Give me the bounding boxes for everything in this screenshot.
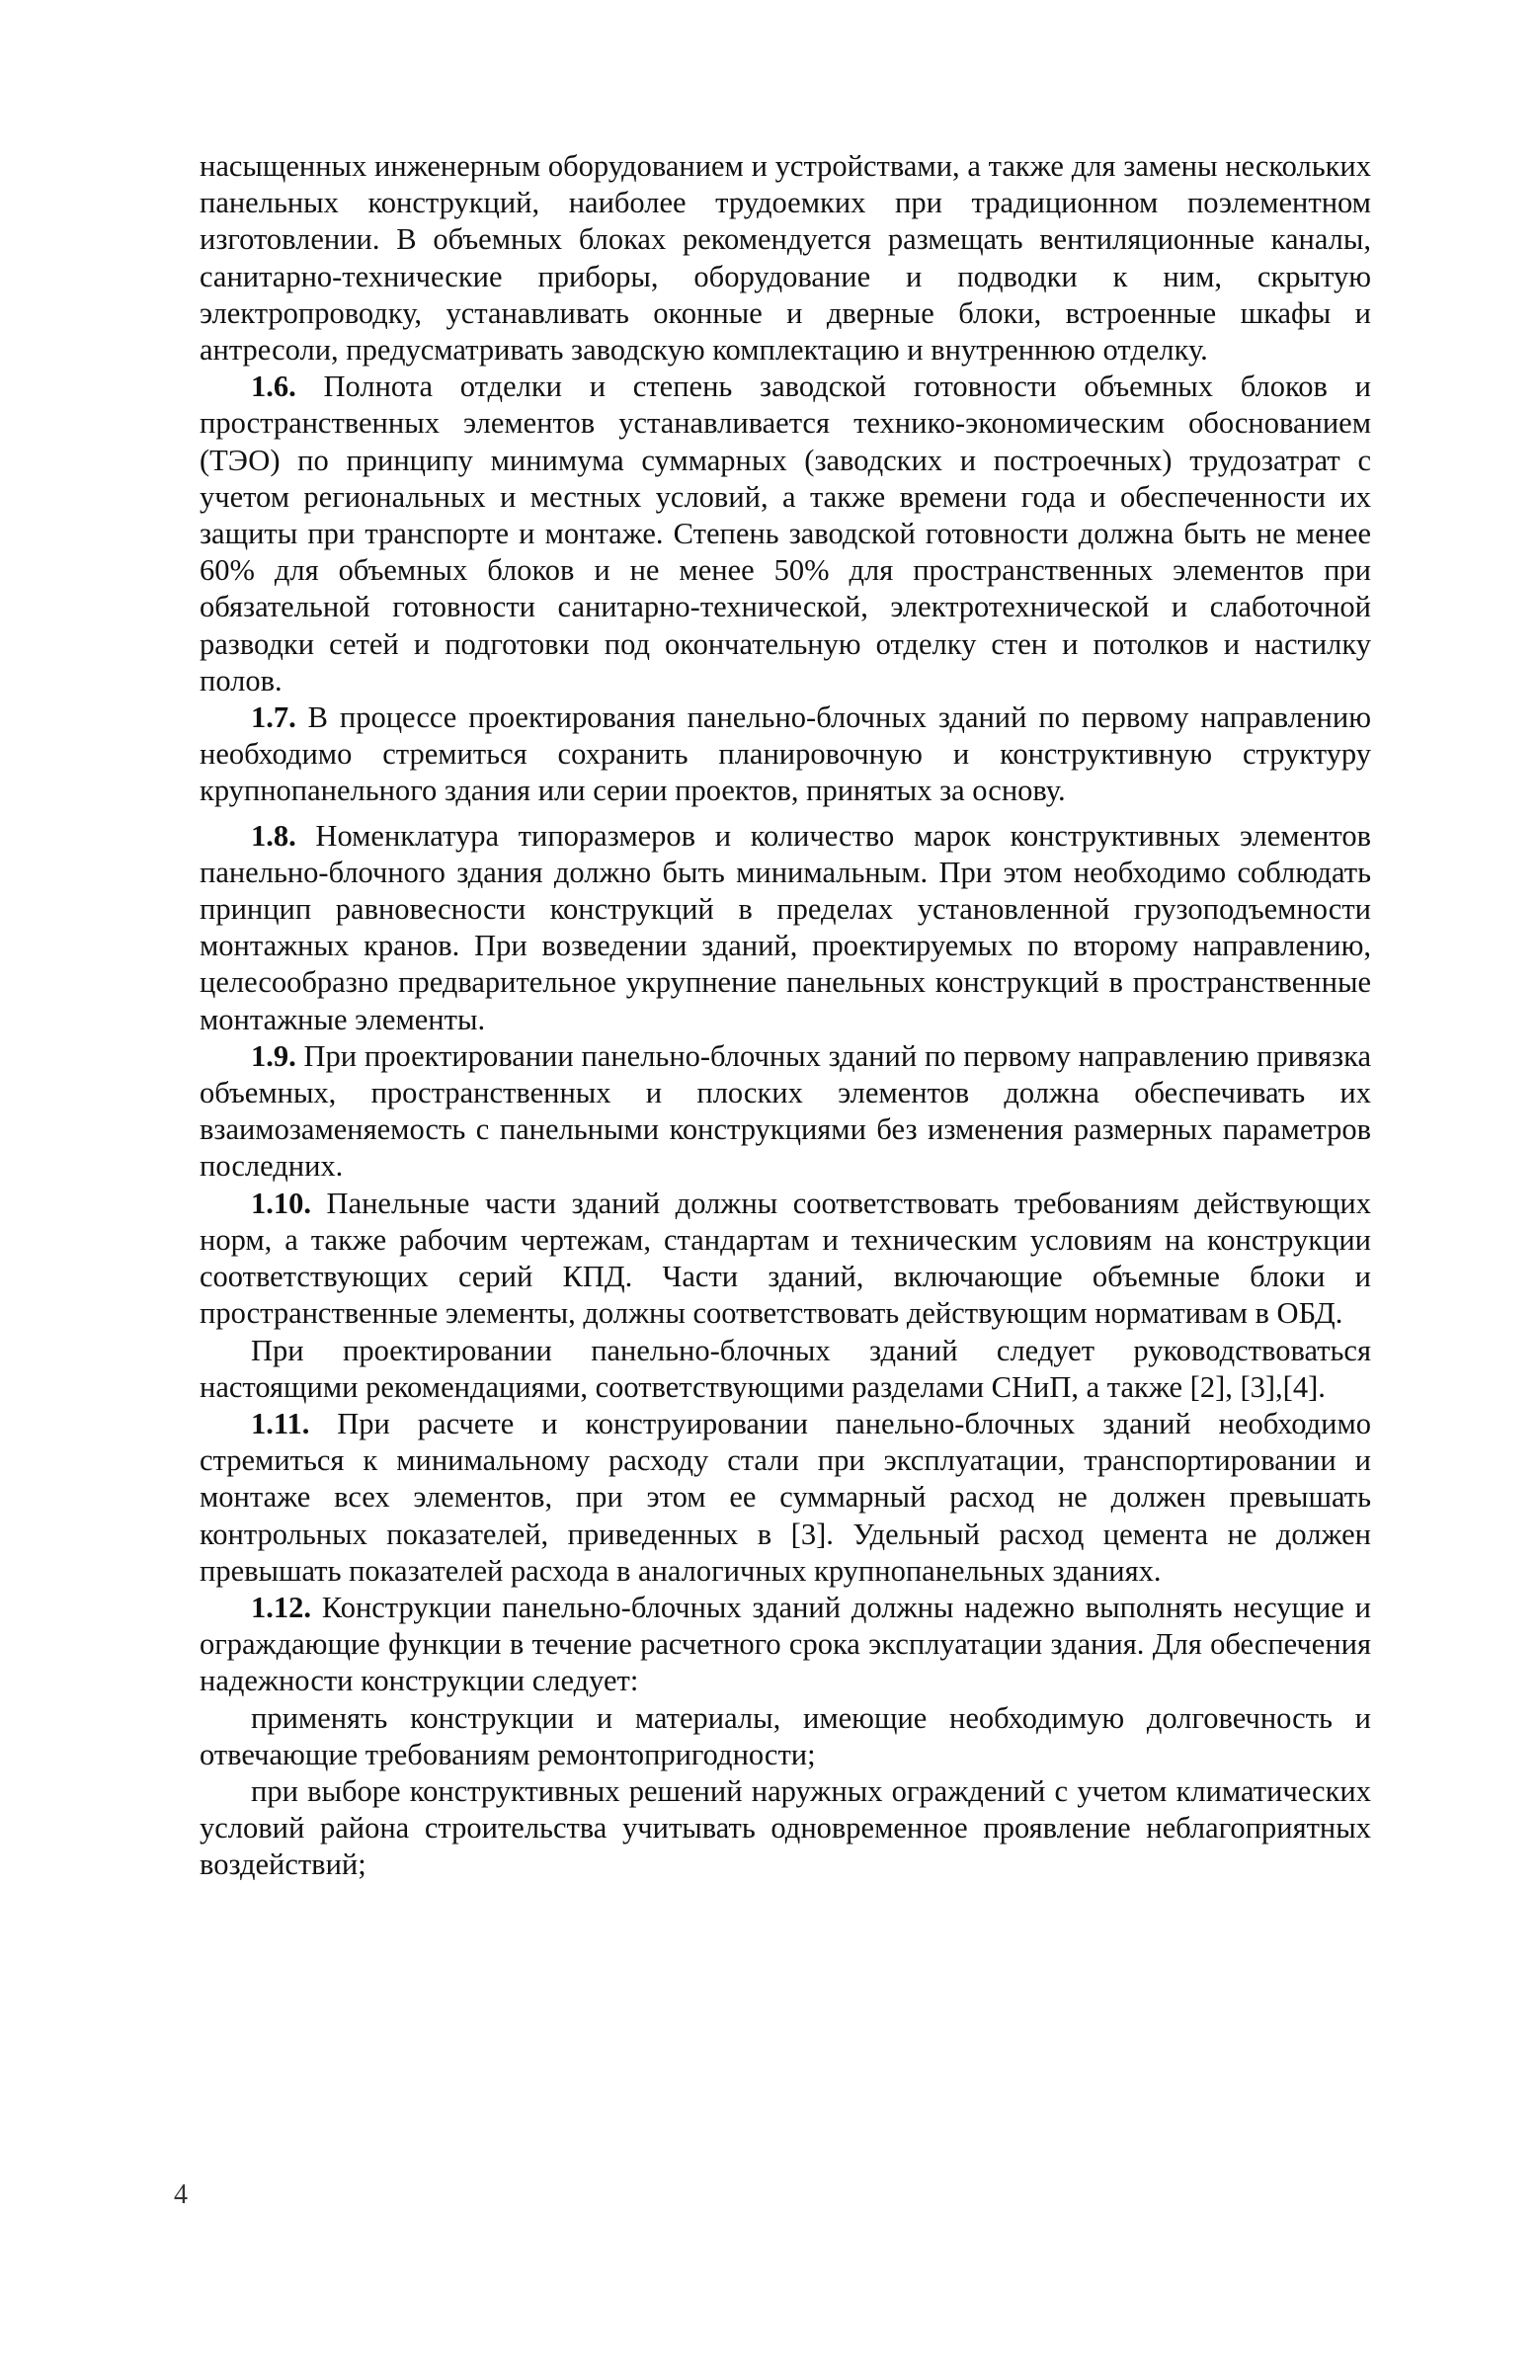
paragraph-number: 1.10. xyxy=(251,1186,311,1220)
paragraph-number: 1.7. xyxy=(251,700,296,735)
list-item-climate xyxy=(200,1773,1371,1884)
paragraph-number: 1.9. xyxy=(251,1038,296,1073)
paragraph-text: Панельные части зданий должны соответствовать требованиям действующих норм, а также рабочим чертежам, стандартам и техническим условиям на конструкции соответствующих серий КПД. Части зданий, включающие объемные блоки и пространственные элементы, должны соответствовать действующим нормативам в ОБД. xyxy=(200,1186,1371,1331)
list-item-durability xyxy=(200,1700,1371,1773)
paragraph-text: Номенклатура типоразмеров и количество марок конструктивных элементов панельно-блочного здания должно быть минимальным. При этом необходимо соблюдать принцип равновесности конструкций в пределах установленной грузоподъемности монтажных кранов. При возведении зданий, проектируемых по второму направлению, целесообразно предварительное укрупнение панельных конструкций в пространственные монтажные элементы. xyxy=(200,818,1371,1036)
paragraph-text: Конструкции панельно-блочных зданий должны надежно выполнять несущие и ограждающие функции в течение расчетного срока эксплуатации здания. Для обеспечения надежности конструкции следует: xyxy=(200,1590,1371,1698)
paragraph-text: При проектировании панельно-блочных зданий по первому направлению привязка объемных, пространственных и плоских элементов должна обеспечивать их взаимозаменяемость с панельными конструкциями без изменения размерных параметров последних. xyxy=(200,1038,1371,1184)
paragraph-text: применять конструкции и материалы, имеющие необходимую долговечность и отвечающие требованиям ремонтопригодности; xyxy=(200,1700,1371,1771)
paragraph-number: 1.12. xyxy=(251,1590,311,1624)
paragraph-1-7 xyxy=(200,699,1371,810)
paragraph-references xyxy=(200,1333,1371,1406)
paragraph-text: При расчете и конструировании панельно-блочных зданий необходимо стремиться к минимальному расходу стали при эксплуатации, транспортировании и монтаже всех элементов, при этом ее суммарный расход не должен превышать контрольных показателей, приведенных в [3]. Удельный расход цемента не должен превышать показателей расхода в аналогичных крупнопанельных зданиях. xyxy=(200,1406,1371,1588)
paragraph-1-8 xyxy=(200,818,1371,1038)
paragraph-text: В процессе проектирования панельно-блочных зданий по первому направлению необходимо стремиться сохранить планировочную и конструктивную структуру крупнопанельного здания или серии проектов, принятых за основу. xyxy=(200,700,1371,808)
paragraph-number: 1.6. xyxy=(251,369,296,404)
paragraph-text: Полнота отделки и степень заводской готовности объемных блоков и пространственных элементов устанавливается технико-экономическим обоснованием (ТЭО) по принципу минимума суммарных (заводских и построечных) трудозатрат с учетом региональных и местных условий, а также времени года и обеспеченности их защиты при транспорте и монтаже. Степень заводской готовности должна быть не менее 60% для объемных блоков и не менее 50% для пространственных элементов при обязательной готовности санитарно-технической, электротехнической и слаботочной разводки сетей и подготовки под окончательную отделку стен и потолков и настилку полов. xyxy=(200,369,1371,698)
paragraph-text: при выборе конструктивных решений наружных ограждений с учетом климатических условий района строительства учитывать одновременное проявление неблагоприятных воздействий; xyxy=(200,1773,1371,1882)
paragraph-continuation xyxy=(200,148,1371,369)
paragraph-text: При проектировании панельно-блочных зданий следует руководствоваться настоящими рекомендациями, соответствующими разделами СНиП, а также [2], [3],[4]. xyxy=(200,1333,1371,1404)
document-page xyxy=(200,148,1371,1884)
paragraph-1-11 xyxy=(200,1406,1371,1590)
paragraph-number: 1.11. xyxy=(251,1406,310,1440)
paragraph-1-9 xyxy=(200,1038,1371,1186)
paragraph-text: насыщенных инженерным оборудованием и устройствами, а также для замены нескольких панельных конструкций, наиболее трудоемких при традиционном поэлементном изготовлении. В объемных блоках рекомендуется размещать вентиляционные каналы, санитарно-технические приборы, оборудование и подводки к ним, скрытую электропроводку, устанавливать оконные и дверные блоки, встроенные шкафы и антресоли, предусматривать заводскую комплектацию и внутреннюю отделку. xyxy=(200,149,1371,368)
paragraph-1-12 xyxy=(200,1590,1371,1700)
paragraph-1-10 xyxy=(200,1186,1371,1333)
paragraph-number: 1.8. xyxy=(251,818,296,853)
paragraph-1-6 xyxy=(200,369,1371,699)
page-number: 4 xyxy=(174,2179,188,2210)
